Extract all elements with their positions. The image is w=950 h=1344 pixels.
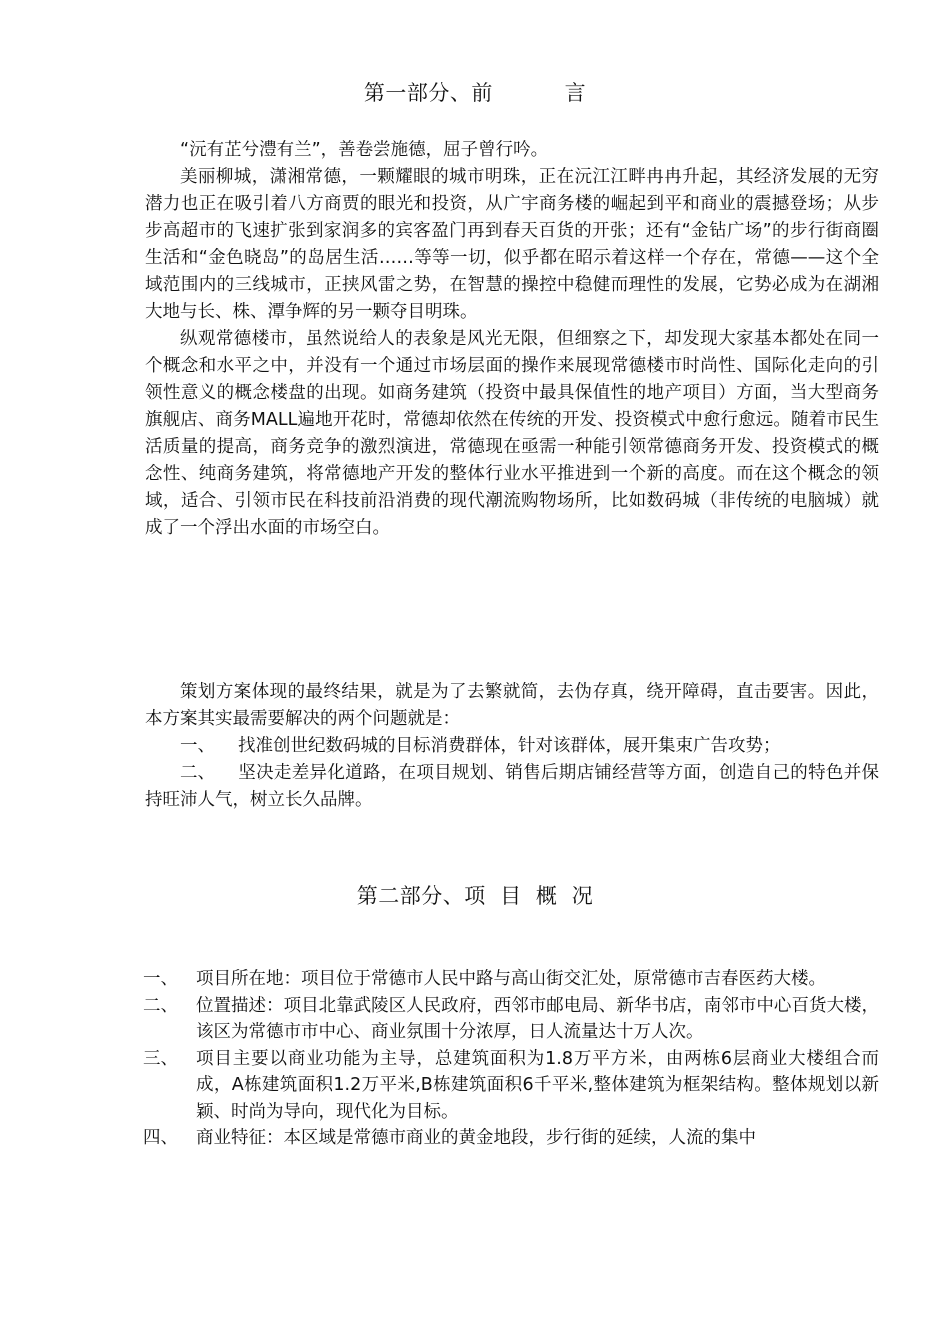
strategy-item-number: 二、 xyxy=(180,763,215,783)
strategy-item xyxy=(145,733,879,760)
strategy-item-text: 坚决走差异化道路，在项目规划、销售后期店铺经营等方面，创造自己的特色并保持旺沛人气，树立长久品牌。 xyxy=(145,763,879,810)
overview-item xyxy=(143,966,879,993)
preface-paragraph: 美丽柳城，潇湘常德，一颗耀眼的城市明珠，正在沅江江畔冉冉升起，其经济发展的无穷潜力也正在吸引着八方商贾的眼光和投资，从广宇商务楼的崛起到平和商业的震撼登场；从步步高超市的飞速扩张到家润多的宾客盈门再到春天百货的开张；还有“金钻广场”的步行街商圈生活和“金色晓岛”的岛居生活……等等一切，似乎都在昭示着这样一个存在，常德——这个全域范围内的三线城市，正挟风雷之势，在智慧的操控中稳健而理性的发展，它势必成为在湖湘大地与长、株、潭争辉的另一颗夺目明珠。 xyxy=(145,167,879,322)
strategy-item xyxy=(145,760,879,814)
preface-paragraph: “沅有芷兮澧有兰”，善卷尝施德，屈子曾行吟。 xyxy=(180,140,549,160)
overview-item-number: 二、 xyxy=(143,995,178,1016)
strategy-item-number: 一、 xyxy=(180,736,215,756)
preface-paragraph: 纵观常德楼市，虽然说给人的表象是风光无限，但细察之下，却发现大家基本都处在同一个概念和水平之中，并没有一个通过市场层面的操作来展现常德楼市时尚性、国际化走向的引领性意义的概念楼盘的出现。如商务建筑（投资中最具保值性的地产项目）方面，当大型商务旗舰店、商务MALL遍地开花时，常德却依然在传统的开发、投资模式中愈行愈远。随着市民生活质量的提高，商务竞争的激烈演进，常德现在亟需一种能引领常德商务开发、投资模式的概念性、纯商务建筑，将常德地产开发的整体行业水平推进到一个新的高度。而在这个概念的领域，适合、引领市民在科技前沿消费的现代潮流购物场所，比如数码城（非传统的电脑城）就成了一个浮出水面的市场空白。 xyxy=(145,329,879,538)
overview-item xyxy=(143,1046,879,1126)
overview-item xyxy=(143,1125,879,1152)
strategy-item-text: 找准创世纪数码城的目标消费群体，针对该群体，展开集束广告攻势； xyxy=(238,736,781,756)
strategy-intro: 策划方案体现的最终结果，就是为了去繁就简，去伪存真，绕开障碍，直击要害。因此，本方案其实最需要解决的两个问题就是： xyxy=(145,682,879,729)
overview-item-number: 一、 xyxy=(143,969,178,989)
project-overview-list xyxy=(143,966,879,1152)
overview-item-number: 四、 xyxy=(143,1128,178,1148)
overview-item-text: 商业特征：本区域是常德市商业的黄金地段，步行街的延续，人流的集中 xyxy=(196,1128,756,1148)
overview-item-number: 三、 xyxy=(143,1048,178,1069)
overview-item-text: 项目主要以商业功能为主导，总建筑面积为1.8万平方米，由两栋6层商业大楼组合而成，A栋建筑面积1.2万平米,B栋建筑面积6千平米,整体建筑为框架结构。整体规划以新颖、时尚为导向，现代化为目标。 xyxy=(196,1048,879,1122)
section2-title: 第二部分、项 目 概 况 xyxy=(356,884,594,908)
overview-item-text: 位置描述：项目北靠武陵区人民政府，西邻市邮电局、新华书店，南邻市中心百货大楼，该区为常德市市中心、商业氛围十分浓厚，日人流量达十万人次。 xyxy=(196,995,879,1042)
section1-title: 第一部分、前 言 xyxy=(363,81,587,105)
preface-body xyxy=(145,137,879,542)
overview-item-text: 项目所在地：项目位于常德市人民中路与高山街交汇处，原常德市吉春医药大楼。 xyxy=(196,969,826,989)
overview-item xyxy=(143,993,879,1046)
strategy-body xyxy=(145,679,879,814)
